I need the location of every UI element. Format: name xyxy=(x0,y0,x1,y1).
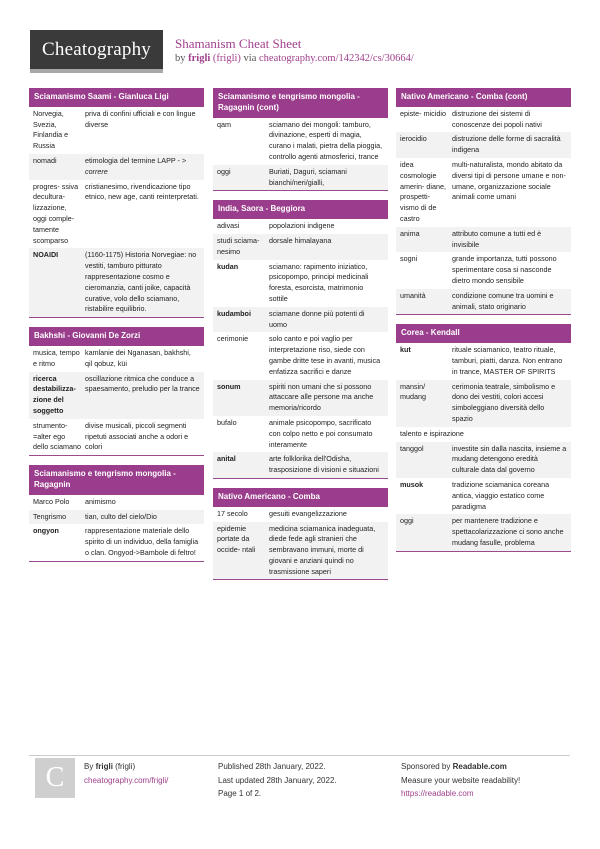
row-value xyxy=(452,254,567,286)
table-row xyxy=(29,180,204,249)
author-paren[interactable]: (frigli) xyxy=(212,53,241,64)
table-row xyxy=(213,234,388,260)
row-value-text: spiriti non umani che si possono attaccare alle persone ma anche memoria/ricordo xyxy=(269,381,374,413)
row-key: progres- ssiva decultura- lizzazione, oggi comple- tamente scomparso xyxy=(33,181,79,245)
row-value xyxy=(269,167,384,189)
row-full-text: talento e ispirazione xyxy=(400,428,464,438)
sponsor-link[interactable]: https://readable.com xyxy=(401,789,474,799)
section-heading: Corea - Kendall xyxy=(396,324,571,343)
row-value-text: rappresentazione materiale dello spirito di un individuo, della famiglia o clan. Ongyod->Bambole di feltro! xyxy=(85,526,199,557)
row-value-text: rituale sciamanico, teatro rituale, tamburi, piatti, danza. Non entrano in trance, MASTER OF SPIRITS xyxy=(452,345,563,376)
row-value xyxy=(85,374,200,417)
row-value-text: tradizione sciamanica coreana antica, viaggio estatico come paradigma xyxy=(452,479,550,511)
cheatography-c-logo-icon: C xyxy=(35,758,75,798)
byline xyxy=(175,53,414,64)
section-heading: Sciamanismo e tengrismo mongolia - Ragagnin (cont) xyxy=(213,88,388,118)
page-number: Page 1 of 2. xyxy=(218,789,262,799)
row-key: 17 secolo xyxy=(217,508,248,518)
row-key: cerimonie xyxy=(217,334,249,344)
row-value-text: dorsale himalayana xyxy=(269,235,332,245)
column-3 xyxy=(396,88,571,561)
row-key: kudamboi xyxy=(217,308,251,318)
section-heading: Nativo Americano - Comba xyxy=(213,488,388,507)
row-value xyxy=(269,309,384,331)
row-value xyxy=(269,524,384,578)
section xyxy=(213,488,388,581)
row-key: Norvegia, Svezia, Finlandia e Russia xyxy=(33,108,69,151)
section xyxy=(29,465,204,562)
footer-profile-link[interactable]: cheatography.com/frigli/ xyxy=(84,775,169,785)
row-value-text: sciamane donne più potenti di uomo xyxy=(269,308,365,329)
row-value xyxy=(269,454,384,476)
row-key: oggi xyxy=(400,516,414,526)
table-row xyxy=(29,346,204,372)
row-value-text: animale psicopompo, sacrificato con colpo netto e poi consumato interamente xyxy=(269,417,373,449)
table-row xyxy=(396,380,571,427)
updated-date: Last updated 28th January, 2022. xyxy=(218,775,337,785)
footer-by-label: By xyxy=(84,762,94,771)
row-value-text: gesuiti evangelizzazione xyxy=(269,508,347,518)
sponsor-label: Sponsored by xyxy=(401,762,451,771)
row-key: Tengrismo xyxy=(33,511,67,521)
table-row xyxy=(396,132,571,158)
row-key: idea cosmologie amerin- diane, prospetti- vismo di de castro xyxy=(400,159,446,223)
row-value xyxy=(269,262,384,305)
section xyxy=(213,200,388,479)
table-row xyxy=(396,252,571,288)
cheatography-logo[interactable]: Cheatography xyxy=(30,30,163,73)
table-row xyxy=(396,442,571,478)
sponsor-text: Measure your website readability! xyxy=(401,775,521,785)
row-key: anima xyxy=(400,228,420,238)
table-row xyxy=(396,227,571,253)
table-row xyxy=(29,372,204,419)
row-value xyxy=(452,382,567,425)
table-row xyxy=(29,248,204,317)
section-heading: Sciamanismo e tengrismo mongolia - Ragagnin xyxy=(29,465,204,495)
row-value-text: distruzione dei sistemi di conoscenze dei popoli nativi xyxy=(452,108,542,129)
row-value-text: divise musicali, piccoli segmenti ripetuti associati anche a odori e colori xyxy=(85,420,189,452)
table-row xyxy=(213,332,388,379)
row-value-text: kamlanie dei Nganasan, bakhshi, qil qobuz, küi xyxy=(85,347,191,368)
row-value-text: Buriati, Daguri, sciamani bianchi/neri/gialli, xyxy=(269,166,347,187)
row-value xyxy=(452,516,567,548)
row-value-text: cerimonia teatrale, simbolismo e dono dei vestiti, colori accesi simboleggiano diversità dello spazio xyxy=(452,381,556,423)
row-value xyxy=(452,134,567,156)
footer-author-name[interactable]: frigli xyxy=(95,762,113,771)
row-key: nomadi xyxy=(33,155,57,165)
table-row xyxy=(29,495,204,510)
table-row xyxy=(29,510,204,525)
table-row xyxy=(396,289,571,315)
row-value xyxy=(85,109,200,152)
row-value xyxy=(85,348,200,370)
row-value xyxy=(452,444,567,476)
footer-sponsor xyxy=(401,760,520,801)
sheet-url-link[interactable]: cheatography.com/142342/cs/30664/ xyxy=(259,53,414,64)
row-value xyxy=(85,250,200,315)
row-key: sonum xyxy=(217,381,241,391)
row-key: episte- micidio xyxy=(400,108,446,118)
section-heading: Sciamanismo Saami - Gianluca Ligi xyxy=(29,88,204,107)
table-row xyxy=(213,452,388,478)
footer-author xyxy=(84,760,168,787)
row-value xyxy=(269,382,384,414)
row-value-text: etimologia del termine LAPP - > xyxy=(85,155,187,165)
table-row xyxy=(29,107,204,154)
via-text: via xyxy=(243,53,257,64)
footer-dates xyxy=(218,760,337,801)
section-heading: India, Saora - Beggiora xyxy=(213,200,388,219)
row-key: kut xyxy=(400,345,411,355)
row-key: umanità xyxy=(400,290,426,300)
table-row xyxy=(396,427,571,442)
row-key: NOAIDI xyxy=(33,250,59,260)
footer-author-paren: (frigli) xyxy=(115,762,136,771)
row-key: epidemie portate da occide- ntali xyxy=(217,523,256,555)
row-value xyxy=(85,512,200,523)
table-row xyxy=(213,522,388,580)
row-value xyxy=(85,526,200,558)
section-heading: Bakhshi - Giovanni De Zorzi xyxy=(29,327,204,346)
table-row xyxy=(396,514,571,550)
table-row xyxy=(396,107,571,133)
table-row xyxy=(29,524,204,560)
row-value xyxy=(85,182,200,247)
sponsor-name[interactable]: Readable.com xyxy=(452,762,507,771)
section xyxy=(29,88,204,318)
row-value-text: (1160-1175) Historia Norvegiae: no vestiti, tamburo pitturato rappresentazione cosmo e cieromanzia, canti joike, capacità curative, volo dello sciamano, ristabilire equilibrio. xyxy=(85,250,197,314)
row-value xyxy=(85,421,200,453)
row-value xyxy=(452,160,567,225)
row-value xyxy=(269,236,384,258)
row-value-text: multi-naturalista, mondo abitato da diversi tipi di persone umane e non-umane, organizzazione sociale animali come umani xyxy=(452,159,566,202)
table-row xyxy=(213,416,388,452)
row-value-text: oscillazione ritmica che conduce a spaesamento, preludio per la trance xyxy=(85,373,200,394)
row-key: ricerca destabilizza- zione del soggetto xyxy=(33,373,76,415)
table-row xyxy=(29,419,204,455)
row-key: Marco Polo xyxy=(33,496,70,506)
table-row xyxy=(213,507,388,522)
row-key: studi sciama- nesimo xyxy=(217,235,260,256)
table-row xyxy=(213,118,388,165)
row-value-text: tian, culto del cielo/Dio xyxy=(85,511,157,521)
row-key: ongyon xyxy=(33,526,59,536)
table-row xyxy=(396,343,571,379)
row-value-text: priva di confini ufficiali e con lingue diverse xyxy=(85,108,196,129)
column-1 xyxy=(29,88,204,571)
row-value xyxy=(85,497,200,508)
row-value xyxy=(452,291,567,313)
row-value xyxy=(269,334,384,377)
table-row xyxy=(213,165,388,191)
row-key: sogni xyxy=(400,254,418,264)
row-value xyxy=(452,345,567,377)
row-value-text: popolazioni indigene xyxy=(269,221,335,231)
row-value-text: animismo xyxy=(85,496,116,506)
row-value xyxy=(85,156,200,178)
section xyxy=(396,88,571,315)
author-link[interactable]: frigli xyxy=(188,53,211,64)
row-key: strumento- =alter ego dello sciamano xyxy=(33,420,81,452)
row-value-text: arte folklorika dell'Odisha, trasposizione di visioni e situazioni xyxy=(269,454,379,475)
row-value-text: sciamano dei mongoli: tamburo, divinazione, esperti di magia, curano i malati, pietra della pioggia, controllo agenti atmosferici, trance xyxy=(269,119,383,161)
row-key: qam xyxy=(217,119,231,129)
table-row xyxy=(213,260,388,307)
section-heading: Nativo Americano - Comba (cont) xyxy=(396,88,571,107)
row-value-text: solo canto e poi vaglio per interpretazione riso, siede con gambe dritte tese in avanti, musica enfatizza sacrifici e danze xyxy=(269,334,381,376)
table-row xyxy=(396,478,571,514)
row-key: anital xyxy=(217,454,236,464)
section xyxy=(29,327,204,456)
row-value xyxy=(452,109,567,131)
by-text: by xyxy=(175,53,186,64)
row-value-text: cristianesimo, rivendicazione tipo etnico, new age, canti reinterpretati. xyxy=(85,181,199,202)
row-value-italic: correre xyxy=(85,166,108,176)
row-key: bufalo xyxy=(217,417,237,427)
row-value-text: distruzione delle forme di sacralità indigena xyxy=(452,134,561,155)
table-row xyxy=(29,154,204,180)
published-date: Published 28th January, 2022. xyxy=(218,762,326,771)
table-row xyxy=(213,219,388,234)
row-key: musok xyxy=(400,479,424,489)
row-key: adivasi xyxy=(217,221,240,231)
section xyxy=(396,324,571,551)
row-value xyxy=(269,221,384,232)
row-value xyxy=(269,509,384,520)
page-title: Shamanism Cheat Sheet xyxy=(175,36,302,51)
row-value-text: sciamano: rapimento iniziatico, psicopompo, principi medicinali foresta, esorcista, matrimonio sottile xyxy=(269,261,369,303)
row-value-text: grande importanza, tutti possono sperimentare cosa si nasconde dietro mondo sensibile xyxy=(452,254,557,285)
row-value-text: medicina sciamanica inadeguata, diede fede agli stranieri che sembravano immuni, morte di giovani e anziani quindi no trasmissione saperi xyxy=(269,523,376,576)
row-value-text: per mantenere tradizione e spettacolarizzazione ci sono anche mudang fasulle, problema xyxy=(452,516,564,547)
row-value-text: condizione comune tra uomini e animali, stato originario xyxy=(452,290,554,311)
row-value xyxy=(452,229,567,251)
row-key: ierocidio xyxy=(400,134,427,144)
row-key: tanggol xyxy=(400,443,424,453)
row-value xyxy=(269,120,384,163)
row-key: musica, tempo e ritmo xyxy=(33,347,80,368)
table-row xyxy=(213,307,388,333)
row-value xyxy=(269,418,384,450)
footer xyxy=(29,755,570,799)
row-key: kudan xyxy=(217,261,239,271)
row-value xyxy=(452,480,567,512)
row-key: oggi xyxy=(217,166,231,176)
table-row xyxy=(213,380,388,416)
row-value-text: attributo comune a tutti ed è invisibile xyxy=(452,228,542,249)
section xyxy=(213,88,388,191)
row-value-text: investite sin dalla nascita, insieme a mudang detengono eredità culturale data dal governo xyxy=(452,443,567,475)
table-row xyxy=(396,158,571,227)
column-2 xyxy=(213,88,388,589)
row-key: mansin/ mudang xyxy=(400,381,426,402)
